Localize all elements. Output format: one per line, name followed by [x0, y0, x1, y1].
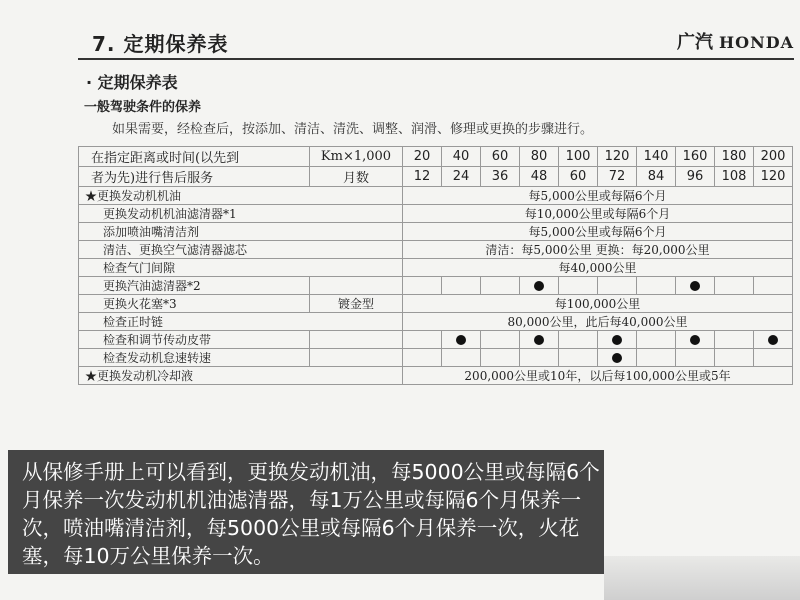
interval-cell: [403, 349, 442, 367]
row-label: ★更换发动机冷却液: [79, 367, 403, 385]
caption-box: [8, 450, 604, 574]
km-cell: 200: [754, 147, 793, 167]
interval-cell: [598, 277, 637, 295]
month-cell: 24: [442, 167, 481, 187]
intro-text: 如果需要，经检查后，按添加、清洁、清洗、调整、润滑、修理或更换的步骤进行。: [112, 122, 594, 137]
interval-cell: [403, 277, 442, 295]
km-cell: 180: [715, 147, 754, 167]
service-dot-icon: [612, 335, 622, 345]
interval-note: 200,000公里或10年，以后每100,000公里或5年: [403, 367, 793, 385]
interval-cell: [442, 331, 481, 349]
interval-cell: [520, 331, 559, 349]
row-label: 检查正时链: [79, 313, 403, 331]
table-row: [79, 205, 793, 223]
interval-cell: [598, 349, 637, 367]
interval-note: 清洁：每5,000公里 更换：每20,000公里: [403, 241, 793, 259]
header-label-2: 者为先)进行售后服务: [79, 167, 310, 187]
table-row: [79, 223, 793, 241]
table-row: [79, 349, 793, 367]
km-cell: 40: [442, 147, 481, 167]
interval-cell: [559, 349, 598, 367]
month-cell: 84: [637, 167, 676, 187]
table-row: [79, 331, 793, 349]
km-cell: 100: [559, 147, 598, 167]
brand-logo: [677, 28, 794, 54]
month-cell: 72: [598, 167, 637, 187]
interval-cell: [676, 349, 715, 367]
km-cell: 160: [676, 147, 715, 167]
interval-note: 每5,000公里或每隔6个月: [403, 187, 793, 205]
interval-cell: [754, 331, 793, 349]
brand-en: HONDA: [719, 33, 794, 52]
table-row: [79, 313, 793, 331]
service-dot-icon: [456, 335, 466, 345]
maintenance-table: [78, 146, 793, 385]
row-label: 更换火花塞*3: [79, 295, 310, 313]
row-extra: 镀金型: [310, 295, 403, 313]
km-cell: 80: [520, 147, 559, 167]
service-dot-icon: [612, 353, 622, 363]
interval-cell: [559, 331, 598, 349]
table-row: [79, 259, 793, 277]
interval-cell: [676, 277, 715, 295]
section-title: 7. 定期保养表: [92, 32, 229, 56]
table-row: [79, 241, 793, 259]
service-dot-icon: [690, 335, 700, 345]
service-dot-icon: [690, 281, 700, 291]
table-row: [79, 277, 793, 295]
interval-cell: [520, 277, 559, 295]
interval-note: 每100,000公里: [403, 295, 793, 313]
row-extra: [310, 331, 403, 349]
interval-cell: [637, 331, 676, 349]
interval-cell: [637, 349, 676, 367]
unit-month: 月数: [310, 167, 403, 187]
brand-cn: 广汽: [677, 32, 714, 53]
bottom-strip: [604, 556, 800, 600]
interval-note: 每5,000公里或每隔6个月: [403, 223, 793, 241]
interval-note: 每10,000公里或每隔6个月: [403, 205, 793, 223]
interval-note: 80,000公里，此后每40,000公里: [403, 313, 793, 331]
month-cell: 60: [559, 167, 598, 187]
month-cell: 36: [481, 167, 520, 187]
row-label: 更换发动机机油滤清器*1: [79, 205, 403, 223]
row-label: 检查和调节传动皮带: [79, 331, 310, 349]
interval-note: 每40,000公里: [403, 259, 793, 277]
interval-cell: [481, 331, 520, 349]
month-cell: 12: [403, 167, 442, 187]
condition-title: 一般驾驶条件的保养: [84, 100, 202, 115]
service-dot-icon: [768, 335, 778, 345]
interval-cell: [715, 349, 754, 367]
km-cell: 20: [403, 147, 442, 167]
row-label: 检查发动机怠速转速: [79, 349, 310, 367]
table-header-km: [79, 147, 793, 167]
interval-cell: [481, 277, 520, 295]
table-row: [79, 367, 793, 385]
row-label: ★更换发动机机油: [79, 187, 403, 205]
row-label: 检查气门间隙: [79, 259, 403, 277]
km-cell: 60: [481, 147, 520, 167]
interval-cell: [481, 349, 520, 367]
interval-cell: [754, 349, 793, 367]
interval-cell: [442, 349, 481, 367]
service-dot-icon: [534, 335, 544, 345]
table-header-months: [79, 167, 793, 187]
row-label: 更换汽油滤清器*2: [79, 277, 310, 295]
table-row: [79, 295, 793, 313]
month-cell: 48: [520, 167, 559, 187]
interval-cell: [754, 277, 793, 295]
page-header: [78, 24, 794, 60]
row-label: 清洁、更换空气滤清器滤芯: [79, 241, 403, 259]
row-extra: [310, 349, 403, 367]
unit-km: Km×1,000: [310, 147, 403, 167]
row-extra: [310, 277, 403, 295]
table-row: [79, 187, 793, 205]
interval-cell: [598, 331, 637, 349]
month-cell: 96: [676, 167, 715, 187]
month-cell: 108: [715, 167, 754, 187]
service-dot-icon: [534, 281, 544, 291]
month-cell: 120: [754, 167, 793, 187]
interval-cell: [403, 331, 442, 349]
interval-cell: [676, 331, 715, 349]
interval-cell: [559, 277, 598, 295]
subtitle: · 定期保养表: [86, 73, 178, 92]
interval-cell: [637, 277, 676, 295]
interval-cell: [520, 349, 559, 367]
km-cell: 120: [598, 147, 637, 167]
caption-text: 从保修手册上可以看到，更换发动机油，每5000公里或每隔6个月保养一次发动机机油滤清器，每1万公里或每隔6个月保养一次，喷油嘴清洁剂，每5000公里或每隔6个月保养一次，火花塞，每10万公里保养一次。: [22, 460, 600, 568]
km-cell: 140: [637, 147, 676, 167]
interval-cell: [715, 277, 754, 295]
interval-cell: [442, 277, 481, 295]
header-label-1: 在指定距离或时间(以先到: [79, 147, 310, 167]
row-label: 添加喷油嘴清洁剂: [79, 223, 403, 241]
interval-cell: [715, 331, 754, 349]
